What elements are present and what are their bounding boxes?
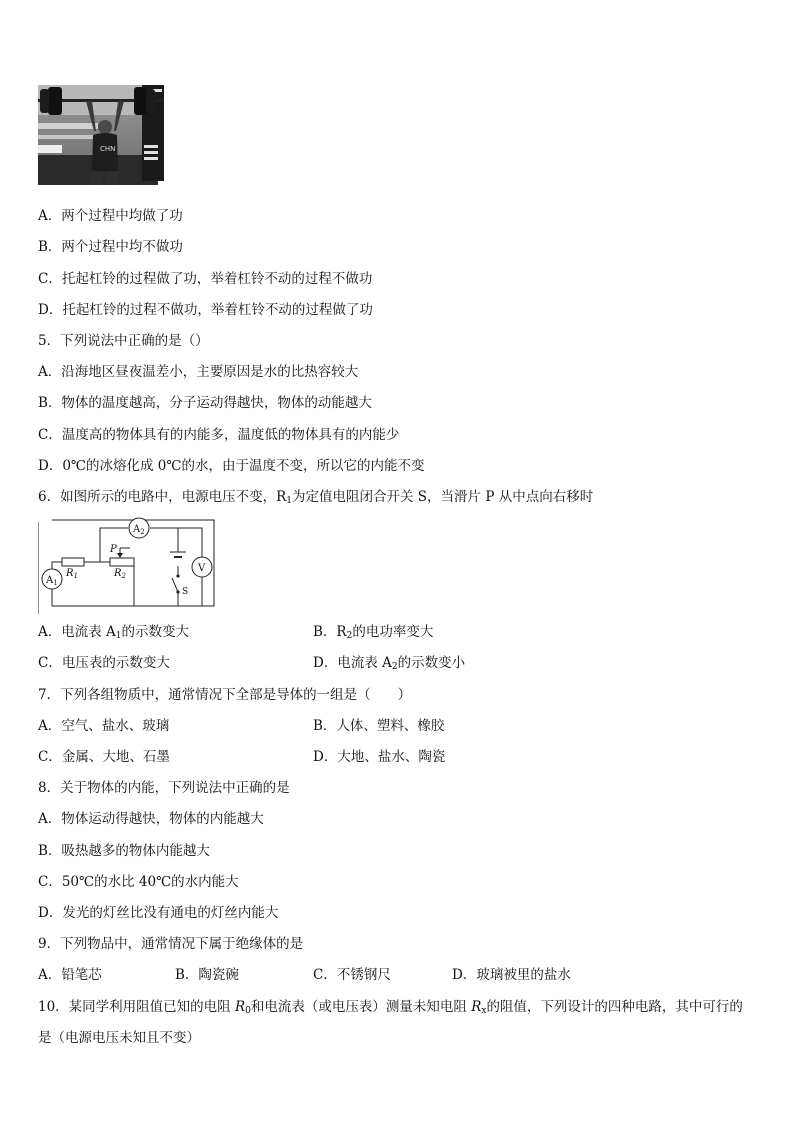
ammeter-a1-label: $A_1$ bbox=[46, 575, 58, 587]
q4-option-b: B．两个过程中均不做功 bbox=[38, 239, 183, 255]
q8-stem: 8．关于物体的内能，下列说法中正确的是 bbox=[38, 780, 290, 796]
q8-option-a: A．物体运动得越快，物体的内能越大 bbox=[38, 811, 264, 827]
slider-p-label: P bbox=[110, 544, 117, 555]
q9-stem: 9．下列物品中，通常情况下属于绝缘体的是 bbox=[38, 936, 304, 952]
q7-option-c: C．金属、大地、石墨 bbox=[38, 749, 170, 765]
q6-option-d: D．电流表 $A_2$的示数变小 bbox=[313, 655, 466, 672]
q5-option-c: C．温度高的物体具有的内能多，温度低的物体具有的内能少 bbox=[38, 427, 400, 443]
weightlifter-photo bbox=[38, 85, 164, 189]
voltmeter-label: V bbox=[198, 563, 206, 574]
q9-option-a: A．铅笔芯 bbox=[38, 967, 102, 983]
q8-option-c: C．50℃的水比 40℃的水内能大 bbox=[38, 874, 239, 890]
r2-label: $R_2$ bbox=[114, 568, 126, 580]
q7-option-a: A．空气、盐水、玻璃 bbox=[38, 718, 170, 734]
q10-stem-line2: 是（电源电压未知且不变） bbox=[38, 1030, 200, 1046]
q4-option-d: D．托起杠铃的过程不做功，举着杠铃不动的过程做了功 bbox=[38, 302, 373, 318]
q5-option-a: A．沿海地区昼夜温差小，主要原因是水的比热容较大 bbox=[38, 364, 359, 380]
q6-option-c: C．电压表的示数变大 bbox=[38, 655, 170, 671]
q4-option-c: C．托起杠铃的过程做了功，举着杠铃不动的过程不做功 bbox=[38, 271, 373, 287]
q9-option-c: C．不锈钢尺 bbox=[313, 967, 391, 983]
r1-label: $R_1$ bbox=[66, 568, 78, 580]
q6-option-a: A．电流表 $A_1$的示数变大 bbox=[38, 624, 190, 641]
q9-option-b: B．陶瓷碗 bbox=[175, 967, 239, 983]
ammeter-a2-label: $A_2$ bbox=[133, 524, 145, 536]
q9-option-d: D．玻璃被里的盐水 bbox=[452, 967, 571, 983]
q4-option-a: A．两个过程中均做了功 bbox=[38, 208, 183, 224]
q5-option-d: D．0℃的冰熔化成 0℃的水，由于温度不变，所以它的内能不变 bbox=[38, 458, 425, 474]
q6-stem: 6．如图所示的电路中，电源电压不变，$R_1$为定值电阻闭合开关 S，当滑片 P 从中点向右移时 bbox=[38, 489, 594, 506]
q6-option-b: B．$R_2$的电功率变大 bbox=[313, 624, 434, 641]
q8-option-b: B．吸热越多的物体内能越大 bbox=[38, 843, 210, 859]
q5-option-b: B．物体的温度越高，分子运动得越快，物体的动能越大 bbox=[38, 395, 372, 411]
q7-option-b: B．人体、塑料、橡胶 bbox=[313, 718, 445, 734]
q5-stem: 5．下列说法中正确的是（） bbox=[38, 333, 209, 349]
switch-s-label: S bbox=[182, 587, 189, 597]
circuit-diagram bbox=[38, 512, 218, 614]
q7-stem: 7．下列各组物质中，通常情况下全部是导体的一组是（ ） bbox=[38, 687, 412, 703]
jersey-text: CHN bbox=[100, 145, 116, 153]
q10-stem-line1: 10．某同学利用阻值已知的电阻 $R_0$和电流表（或电压表）测量未知电阻 $R_x$的阻值，下列设计的四种电路，其中可行的 bbox=[38, 999, 743, 1016]
q7-option-d: D．大地、盐水、陶瓷 bbox=[313, 749, 446, 765]
q8-option-d: D．发光的灯丝比没有通电的灯丝内能大 bbox=[38, 905, 279, 921]
